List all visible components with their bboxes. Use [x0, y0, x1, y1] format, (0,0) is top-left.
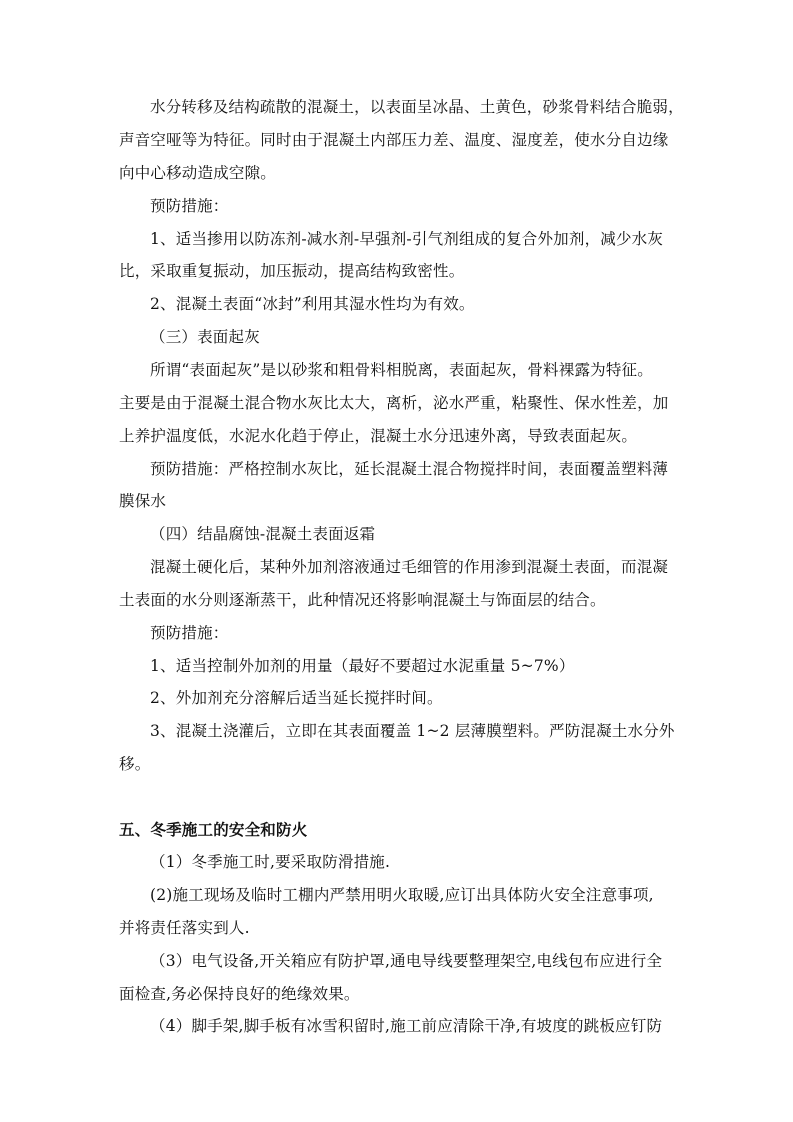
- text-line: 膜保水: [119, 492, 167, 510]
- text-line: 主要是由于混凝土混合物水灰比太大，离析，泌水严重，粘聚性、保水性差，加: [119, 394, 669, 412]
- text-line: 水分转移及结构疏散的混凝土，以表面呈冰晶、土黄色，砂浆骨料结合脆弱，: [150, 98, 684, 116]
- text-line: 所谓“表面起灰”是以砂浆和粗骨料相脱离，表面起灰，骨料裸露为特征。: [150, 361, 653, 379]
- subsection-title: （三）表面起灰: [150, 328, 260, 346]
- section-heading: 五、冬季施工的安全和防火: [119, 821, 308, 839]
- text-line: 3、混凝土浇灌后，立即在其表面覆盖 1~2 层薄膜塑料。严防混凝土水分外: [150, 722, 675, 740]
- list-item: （1）冬季施工时,要采取防滑措施.: [150, 853, 391, 871]
- text-line: 1、适当掺用以防冻剂-减水剂-早强剂-引气剂组成的复合外加剂，减少水灰: [150, 230, 664, 248]
- text-line: 2、混凝土表面“冰封”利用其湿水性均为有效。: [150, 295, 475, 313]
- list-item: （3）电气设备,开关箱应有防护罩,通电导线要整理架空,电线包布应进行全: [150, 952, 663, 970]
- text-line: 上养护温度低，水泥水化趋于停止，混凝土水分迅速外离，导致表面起灰。: [119, 427, 638, 445]
- text-line: 预防措施：: [150, 624, 229, 642]
- list-item-continuation: 并将责任落实到人.: [119, 919, 250, 937]
- text-line: 预防措施：严格控制水灰比，延长混凝土混合物搅拌时间，表面覆盖塑料薄: [150, 460, 669, 478]
- text-line: 预防措施：: [150, 197, 229, 215]
- text-line: 混凝土硬化后，某种外加剂溶液通过毛细管的作用渗到混凝土表面，而混凝: [150, 558, 669, 576]
- text-line: 声音空哑等为特征。同时由于混凝土内部压力差、温度、湿度差，使水分自边缘: [119, 131, 669, 149]
- text-line: 向中心移动造成空隙。: [119, 164, 277, 182]
- text-line: 2、外加剂充分溶解后适当延长搅拌时间。: [150, 689, 443, 707]
- text-line: 移。: [119, 755, 151, 773]
- text-line: 1、适当控制外加剂的用量（最好不要超过水泥重量 5~7%）: [150, 657, 575, 675]
- list-item: (2)施工现场及临时工棚内严禁用明火取暖,应订出具体防火安全注意事项,: [150, 886, 654, 904]
- text-line: 比，采取重复振动，加压振动，提高结构致密性。: [119, 262, 465, 280]
- subsection-title: （四）结晶腐蚀-混凝土表面返霜: [150, 525, 376, 543]
- list-item-continuation: 面检查,务必保持良好的绝缘效果。: [119, 985, 360, 1003]
- list-item: （4）脚手架,脚手板有冰雪积留时,施工前应清除干净,有坡度的跳板应钉防: [150, 1017, 663, 1035]
- text-line: 土表面的水分则逐渐蒸干，此种情况还将影响混凝土与饰面层的结合。: [119, 591, 606, 609]
